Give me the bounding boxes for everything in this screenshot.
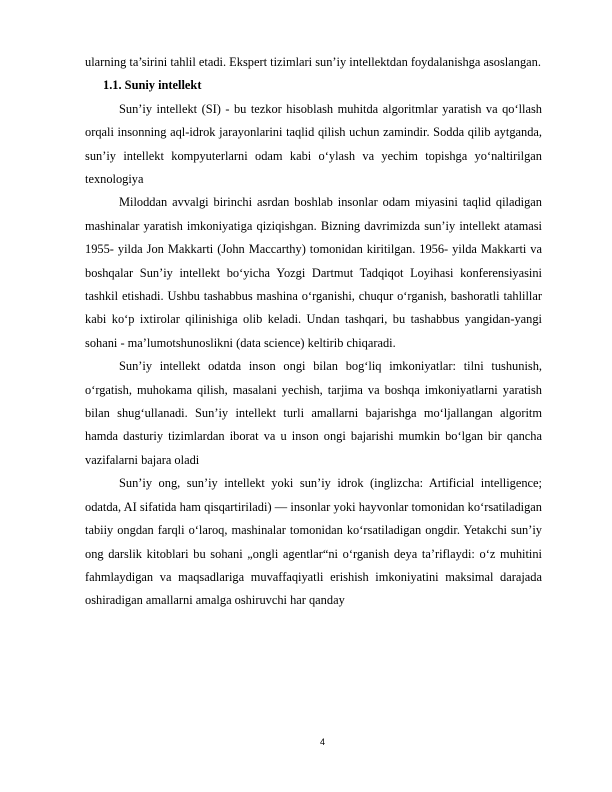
page-number: 4	[319, 737, 325, 747]
body-paragraph: Miloddan avvalgi birinchi asrdan boshlab insonlar odam miyasini taqlid qiladigan mashinalar yaratish imkoniyatiga qiziqishgan. Bizning davrimizda sun’iy intellekt atamasi 1955- yilda Jon Makkarti (John Maccarthy) tomonidan kiritilgan. 1956- yilda Makkarti va boshqalar Sun’iy intellekt bo‘yicha Yozgi Dartmut Tadqiqot Loyihasi konferensiyasini tashkil etishadi. Ushbu tashabbus mashina o‘rganishi, chuqur o‘rganish, bashoratli tahlillar kabi ko‘p ixtirolar qilinishiga olib keladi. Undan tashqari, bu tashabbus yangidan-yangi sohani - ma’lumotshunoslikni (data science) keltirib chiqaradi.	[85, 195, 542, 350]
body-paragraph: Sunʼiy ong, sunʼiy intellekt yoki sunʼiy idrok (inglizcha: Artificial intelligence; odatda, AI sifatida ham qisqartiriladi) — insonlar yoki hayvonlar tomonidan koʻrsatiladigan tabiiy ongdan farqli oʻlaroq, mashinalar tomonidan koʻrsatiladigan ongdir. Yetakchi sunʼiy ong darslik kitoblari bu sohani „ongli agentlar“ni oʻrganish deya taʼriflaydi: oʻz muhitini fahmlaydigan va maqsadlariga muvaffaqiyatli erishish imkoniyatini maksimal darajada oshiradigan amallarni amalga oshiruvchi har qanday	[85, 476, 542, 608]
section-heading: 1.1. Suniy intellekt	[103, 78, 202, 93]
page-body	[85, 51, 542, 613]
body-paragraph: Sun’iy intellekt (SI) - bu tezkor hisoblash muhitda algoritmlar yaratish va qo‘llash orqali insonning aql-idrok jarayonlarini taqlid qilish uchun zamindir. Sodda qilib aytganda, sun’iy intellekt kompyuterlarni odam kabi o‘ylash va yechim topishga yo‘naltirilgan texnologiya	[85, 101, 542, 187]
body-paragraph: Sun’iy intellekt odatda inson ongi bilan bog‘liq imkoniyatlar: tilni tushunish, o‘rgatish, muhokama qilish, masalani yechish, tarjima va boshqa imkoniyatlarni yaratish bilan shug‘ullanadi. Sun’iy intellekt turli amallarni bajarishga mo‘ljallangan algoritm hamda dasturiy tizimlardan iborat va u inson ongi bajarishi mumkin bo‘lgan bir qancha vazifalarni bajara oladi	[85, 359, 542, 467]
intro-paragraph: ularning ta’sirini tahlil etadi. Ekspert tizimlari sun’iy intellektdan foydalanishga asoslangan.	[85, 55, 541, 69]
